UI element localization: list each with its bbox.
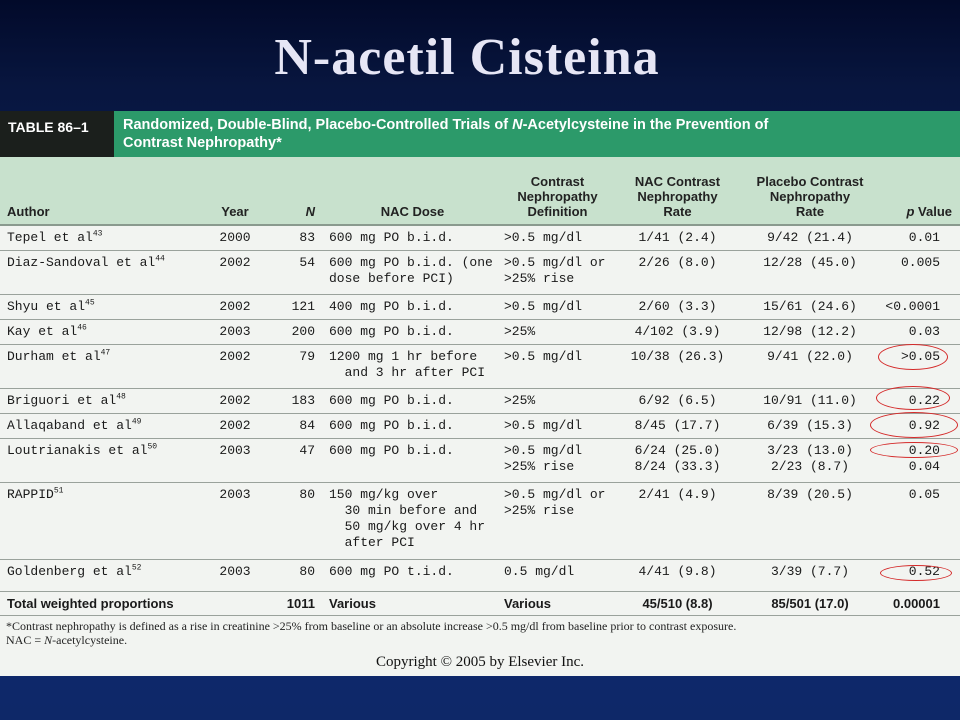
cell-definition: >0.5 mg/dl >25% rise	[500, 438, 615, 482]
total-dose: Various	[325, 591, 500, 615]
cell-dose: 600 mg PO b.i.d.	[325, 438, 500, 482]
cell-definition: >25%	[500, 388, 615, 413]
table-row	[0, 559, 960, 591]
cell-n: 200	[265, 319, 325, 344]
cell-dose: 600 mg PO b.i.d.	[325, 388, 500, 413]
highlight-oval-durham	[878, 344, 948, 370]
cell-placebo-rate: 10/91 (11.0)	[740, 388, 880, 413]
cell-p-value: 0.05	[880, 482, 960, 559]
cell-p-value: 0.005	[880, 250, 960, 294]
cell-year: 2002	[205, 388, 265, 413]
total-definition: Various	[500, 591, 615, 615]
cell-n: 54	[265, 250, 325, 294]
cell-placebo-rate: 8/39 (20.5)	[740, 482, 880, 559]
cell-definition: >0.5 mg/dl or >25% rise	[500, 482, 615, 559]
footnote-definition: *Contrast nephropathy is defined as a rise in creatinine >25% from baseline or an absolute increase >0.5 mg/dl from baseline prior to contrast exposure.	[6, 619, 737, 633]
cell-author: Shyu et $al^{45}$	[0, 294, 205, 319]
cell-author: Loutrianakis et $al^{50}$	[0, 438, 205, 482]
header-placebo-rate: Placebo Contrast Nephropathy Rate	[740, 157, 880, 225]
table-row	[0, 294, 960, 319]
cell-author: RAPPID$^{51}$	[0, 482, 205, 559]
total-nac-rate: 45/510 (8.8)	[615, 591, 740, 615]
trials-table	[0, 157, 960, 616]
total-p-value: 0.00001	[880, 591, 960, 615]
cell-nac-rate: 6/92 (6.5)	[615, 388, 740, 413]
cell-definition: >0.5 mg/dl	[500, 225, 615, 250]
cell-placebo-rate: 6/39 (15.3)	[740, 413, 880, 438]
header-row	[0, 157, 960, 225]
copyright-notice: Copyright © 2005 by Elsevier Inc.	[375, 654, 585, 670]
cell-p-value: 0.20 0.04	[880, 438, 960, 482]
cell-nac-rate: 10/38 (26.3)	[615, 344, 740, 388]
cell-author: Tepel et $al^{43}$	[0, 225, 205, 250]
cell-nac-rate: 1/41 (2.4)	[615, 225, 740, 250]
cell-definition: >0.5 mg/dl	[500, 294, 615, 319]
cell-n: 84	[265, 413, 325, 438]
cell-n: 47	[265, 438, 325, 482]
cell-p-value: 0.92	[880, 413, 960, 438]
table-row	[0, 388, 960, 413]
table-row	[0, 482, 960, 559]
slide-title: N-acetil Cisteina	[274, 29, 660, 86]
cell-dose: 150 mg/kg over 30 min before and 50 mg/kg over 4 hr after PCI	[325, 482, 500, 559]
cell-placebo-rate: 12/98 (12.2)	[740, 319, 880, 344]
cell-n: 79	[265, 344, 325, 388]
cell-dose: 1200 mg 1 hr before and 3 hr after PCI	[325, 344, 500, 388]
table-caption	[114, 111, 960, 157]
table-row	[0, 319, 960, 344]
cell-dose: 400 mg PO b.i.d.	[325, 294, 500, 319]
cell-p-value: 0.03	[880, 319, 960, 344]
highlight-oval-goldenberg	[880, 565, 952, 581]
table-footnote	[6, 619, 956, 647]
cell-year: 2003	[205, 438, 265, 482]
cell-p-value: >0.05	[880, 344, 960, 388]
highlight-oval-loutrianakis	[870, 442, 958, 458]
cell-placebo-rate: 9/42 (21.4)	[740, 225, 880, 250]
total-row	[0, 591, 960, 615]
highlight-oval-briguori	[876, 386, 950, 410]
cell-nac-rate: 6/24 (25.0) 8/24 (33.3)	[615, 438, 740, 482]
cell-n: 80	[265, 482, 325, 559]
cell-definition: >0.5 mg/dl	[500, 413, 615, 438]
caption-part-em: N	[512, 117, 523, 133]
cell-p-value: 0.52	[880, 559, 960, 591]
cell-p-value: 0.01	[880, 225, 960, 250]
cell-placebo-rate: 9/41 (22.0)	[740, 344, 880, 388]
cell-year: 2000	[205, 225, 265, 250]
caption-part-a: Randomized, Double-Blind, Placebo-Controlled Trials of	[123, 117, 513, 133]
cell-nac-rate: 4/41 (9.8)	[615, 559, 740, 591]
cell-placebo-rate: 12/28 (45.0)	[740, 250, 880, 294]
cell-author: Briguori et $al^{48}$	[0, 388, 205, 413]
cell-n: 121	[265, 294, 325, 319]
cell-author: Durham et $al^{47}$	[0, 344, 205, 388]
cell-definition: >0.5 mg/dl	[500, 344, 615, 388]
cell-n: 83	[265, 225, 325, 250]
cell-year: 2002	[205, 413, 265, 438]
table-caption-bar	[0, 111, 960, 157]
table-row	[0, 225, 960, 250]
cell-n: 183	[265, 388, 325, 413]
cell-author: Allaqaband et $al^{49}$	[0, 413, 205, 438]
cell-dose: 600 mg PO b.i.d.	[325, 319, 500, 344]
cell-nac-rate: 2/41 (4.9)	[615, 482, 740, 559]
cell-year: 2003	[205, 319, 265, 344]
caption-line2: Contrast Nephropathy*	[123, 135, 282, 151]
cell-definition: >0.5 mg/dl or >25% rise	[500, 250, 615, 294]
cell-dose: 600 mg PO b.i.d.	[325, 413, 500, 438]
cell-placebo-rate: 15/61 (24.6)	[740, 294, 880, 319]
total-year	[205, 591, 265, 615]
header-year: Year	[205, 157, 265, 225]
header-p-value: p Value	[880, 157, 960, 225]
cell-nac-rate: 2/60 (3.3)	[615, 294, 740, 319]
cell-placebo-rate: 3/23 (13.0) 2/23 (8.7)	[740, 438, 880, 482]
table-row	[0, 438, 960, 482]
table-row	[0, 344, 960, 388]
cell-year: 2003	[205, 482, 265, 559]
highlight-oval-allaqaband	[870, 412, 958, 438]
cell-nac-rate: 2/26 (8.0)	[615, 250, 740, 294]
cell-author: Kay et $al^{46}$	[0, 319, 205, 344]
header-author: Author	[0, 157, 205, 225]
cell-definition: >25%	[500, 319, 615, 344]
header-dose: NAC Dose	[325, 157, 500, 225]
cell-p-value: 0.22	[880, 388, 960, 413]
cell-year: 2002	[205, 344, 265, 388]
cell-dose: 600 mg PO b.i.d. (one dose before PCI)	[325, 250, 500, 294]
header-definition: Contrast Nephropathy Definition	[500, 157, 615, 225]
table-row	[0, 413, 960, 438]
cell-nac-rate: 4/102 (3.9)	[615, 319, 740, 344]
cell-author: Diaz-Sandoval et $al^{44}$	[0, 250, 205, 294]
footnote-abbreviation: NAC = N-acetylcysteine.	[6, 633, 128, 647]
cell-nac-rate: 8/45 (17.7)	[615, 413, 740, 438]
table-body	[0, 225, 960, 615]
total-placebo-rate: 85/501 (17.0)	[740, 591, 880, 615]
cell-n: 80	[265, 559, 325, 591]
cell-author: Goldenberg et $al^{52}$	[0, 559, 205, 591]
cell-year: 2003	[205, 559, 265, 591]
cell-year: 2002	[205, 294, 265, 319]
cell-dose: 600 mg PO b.i.d.	[325, 225, 500, 250]
total-author: Total weighted proportions	[0, 591, 205, 615]
table-label: TABLE 86–1	[0, 111, 114, 157]
table-document	[0, 111, 960, 676]
table-row	[0, 250, 960, 294]
cell-dose: 600 mg PO t.i.d.	[325, 559, 500, 591]
header-nac-rate: NAC Contrast Nephropathy Rate	[615, 157, 740, 225]
caption-part-b: -Acetylcysteine in the Prevention of	[522, 117, 769, 133]
cell-definition: 0.5 mg/dl	[500, 559, 615, 591]
cell-p-value: <0.0001	[880, 294, 960, 319]
cell-year: 2002	[205, 250, 265, 294]
total-n: 1011	[265, 591, 325, 615]
cell-placebo-rate: 3/39 (7.7)	[740, 559, 880, 591]
header-n: N	[265, 157, 325, 225]
